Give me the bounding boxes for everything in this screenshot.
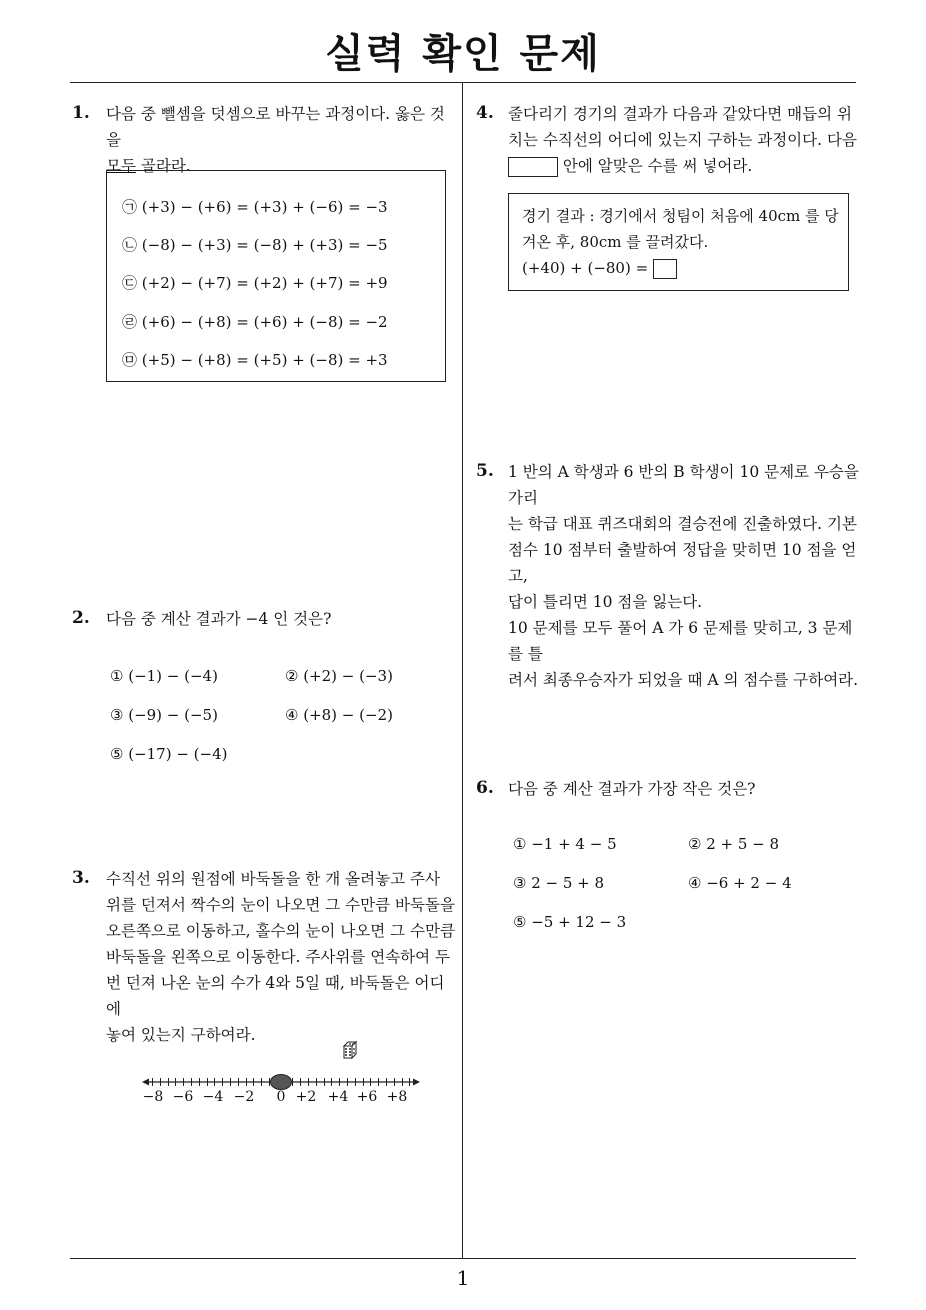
q5-number: 5. [476,461,494,481]
number-line-label: +8 [386,1089,408,1105]
column-divider [462,83,463,1258]
number-line-tick [308,1078,309,1086]
q5-line: 려서 최종우승자가 되었을 때 A 의 점수를 구하여라. [508,671,859,689]
q3-line: 위를 던져서 짝수의 눈이 나오면 그 수만큼 바둑돌을 [106,896,455,914]
q6-choice: ② 2 + 5 − 8 [688,835,780,853]
dice-icon [342,1040,364,1060]
number-line-tick [152,1078,153,1086]
q2-number: 2. [72,608,90,628]
q1-line1: 다음 중 뺄셈을 덧셈으로 바꾸는 과정이다. 옳은 것을 [106,105,445,149]
q1-number: 1. [72,103,90,123]
number-line-tick [230,1078,231,1086]
number-line-tick [300,1078,301,1086]
q1-item: ㉣ (+6) − (+8) = (+6) + (−8) = −2 [122,313,388,331]
q6-choice: ④ −6 + 2 − 4 [688,874,792,892]
q2-choice: ② (+2) − (−3) [285,667,393,685]
q1-text [106,101,458,179]
number-line-tick [355,1078,356,1086]
number-line-tick [386,1078,387,1086]
number-line-tick [394,1078,395,1086]
q4-line3-rest: 안에 알맞은 수를 써 넣어라. [558,157,753,175]
q3-text [106,866,458,1048]
q1-item: ㉤ (+5) − (+8) = (+5) + (−8) = +3 [122,351,388,369]
q1-line2-rest: 골라라. [135,157,191,175]
q5-line: 답이 틀리면 10 점을 잃는다. [508,593,703,611]
answer-blank[interactable] [508,157,558,177]
number-line-tick [222,1078,223,1086]
number-line-tick [183,1078,184,1086]
number-line-label: +4 [327,1089,349,1105]
number-line-tick [191,1078,192,1086]
equation-blank[interactable] [653,259,677,279]
q1-item: ㉡ (−8) − (+3) = (−8) + (+3) = −5 [122,236,388,254]
q4-equation: (+40) + (−80) = [522,259,649,277]
q6-text: 다음 중 계산 결과가 가장 작은 것은? [508,780,756,798]
q5-line: 점수 10 점부터 출발하여 정답을 맞히면 10 점을 얻고, [508,541,857,585]
bottom-rule [70,1258,856,1259]
q2-choice: ⑤ (−17) − (−4) [110,745,228,763]
number-line-tick [160,1078,161,1086]
number-line-tick [253,1078,254,1086]
q4-line2: 치는 수직선의 어디에 있는지 구하는 과정이다. 다음 [508,131,857,149]
q4-text [508,101,860,179]
number-line-tick [207,1078,208,1086]
q5-line: 10 문제를 모두 풀어 A 가 6 문제를 맞히고, 3 문제를 틀 [508,619,853,663]
q2-choice: ④ (+8) − (−2) [285,706,393,724]
number-line-label: −2 [233,1089,255,1105]
number-line-tick [347,1078,348,1086]
q4-box-line1: 경기 결과 : 경기에서 청팀이 처음에 40cm 를 당 [522,207,839,225]
top-rule [70,82,856,83]
number-line-tick [214,1078,215,1086]
q5-line: 는 학급 대표 퀴즈대회의 결승전에 진출하였다. 기본 [508,515,857,533]
number-line-tick [261,1078,262,1086]
q3-line: 오른쪽으로 이동하고, 홀수의 눈이 나오면 그 수만큼 [106,922,455,940]
number-line-tick [370,1078,371,1086]
q6-choice: ③ 2 − 5 + 8 [513,874,605,892]
page-title: 실력 확인 문제 [325,31,601,77]
number-line-tick [246,1078,247,1086]
q4-line1: 줄다리기 경기의 결과가 다음과 같았다면 매듭의 위 [508,105,852,123]
number-line-label: 0 [276,1089,286,1105]
q5-text [508,459,860,693]
number-line-tick [378,1078,379,1086]
q3-number: 3. [72,868,90,888]
q2-choice: ① (−1) − (−4) [110,667,218,685]
number-line-tick [199,1078,200,1086]
q5-line: 1 반의 A 학생과 6 반의 B 학생이 10 문제로 우승을 가리 [508,463,859,507]
q2-text: 다음 중 계산 결과가 −4 인 것은? [106,610,332,628]
q3-line: 놓여 있는지 구하여라. [106,1026,256,1044]
number-line-label: −6 [172,1089,194,1105]
q6-choice: ① −1 + 4 − 5 [513,835,617,853]
number-line-label: −4 [202,1089,224,1105]
number-line-label: +2 [295,1089,317,1105]
number-line-tick [168,1078,169,1086]
q4-box-text [522,203,839,281]
page-number: 1 [456,1266,470,1290]
q1-item: ㉠ (+3) − (+6) = (+3) + (−6) = −3 [122,198,388,216]
number-line-tick [316,1078,317,1086]
number-line-tick [324,1078,325,1086]
q4-box-line2: 겨온 후, 80cm 를 끌려갔다. [522,233,709,251]
q4-box-line3 [522,255,839,281]
number-line-tick [402,1078,403,1086]
number-line-tick [238,1078,239,1086]
q3-line: 수직선 위의 원점에 바둑돌을 한 개 올려놓고 주사 [106,870,440,888]
number-line-tick [363,1078,364,1086]
q1-underlined-word: 모두 [106,157,136,175]
q2-choice: ③ (−9) − (−5) [110,706,218,724]
number-line-tick [409,1078,410,1086]
q6-number: 6. [476,778,494,798]
number-line-tick [175,1078,176,1086]
number-line-tick [339,1078,340,1086]
q4-line3 [508,153,860,179]
number-line-label: +6 [356,1089,378,1105]
q3-line: 바둑돌을 왼쪽으로 이동한다. 주사위를 연속하여 두 [106,948,450,966]
number-line-tick [331,1078,332,1086]
q6-choice: ⑤ −5 + 12 − 3 [513,913,627,931]
q3-line: 번 던져 나온 눈의 수가 4와 5일 때, 바둑돌은 어디에 [106,974,445,1018]
number-line-label: −8 [142,1089,164,1105]
q4-number: 4. [476,103,494,123]
q1-item: ㉢ (+2) − (+7) = (+2) + (+7) = +9 [122,274,388,292]
